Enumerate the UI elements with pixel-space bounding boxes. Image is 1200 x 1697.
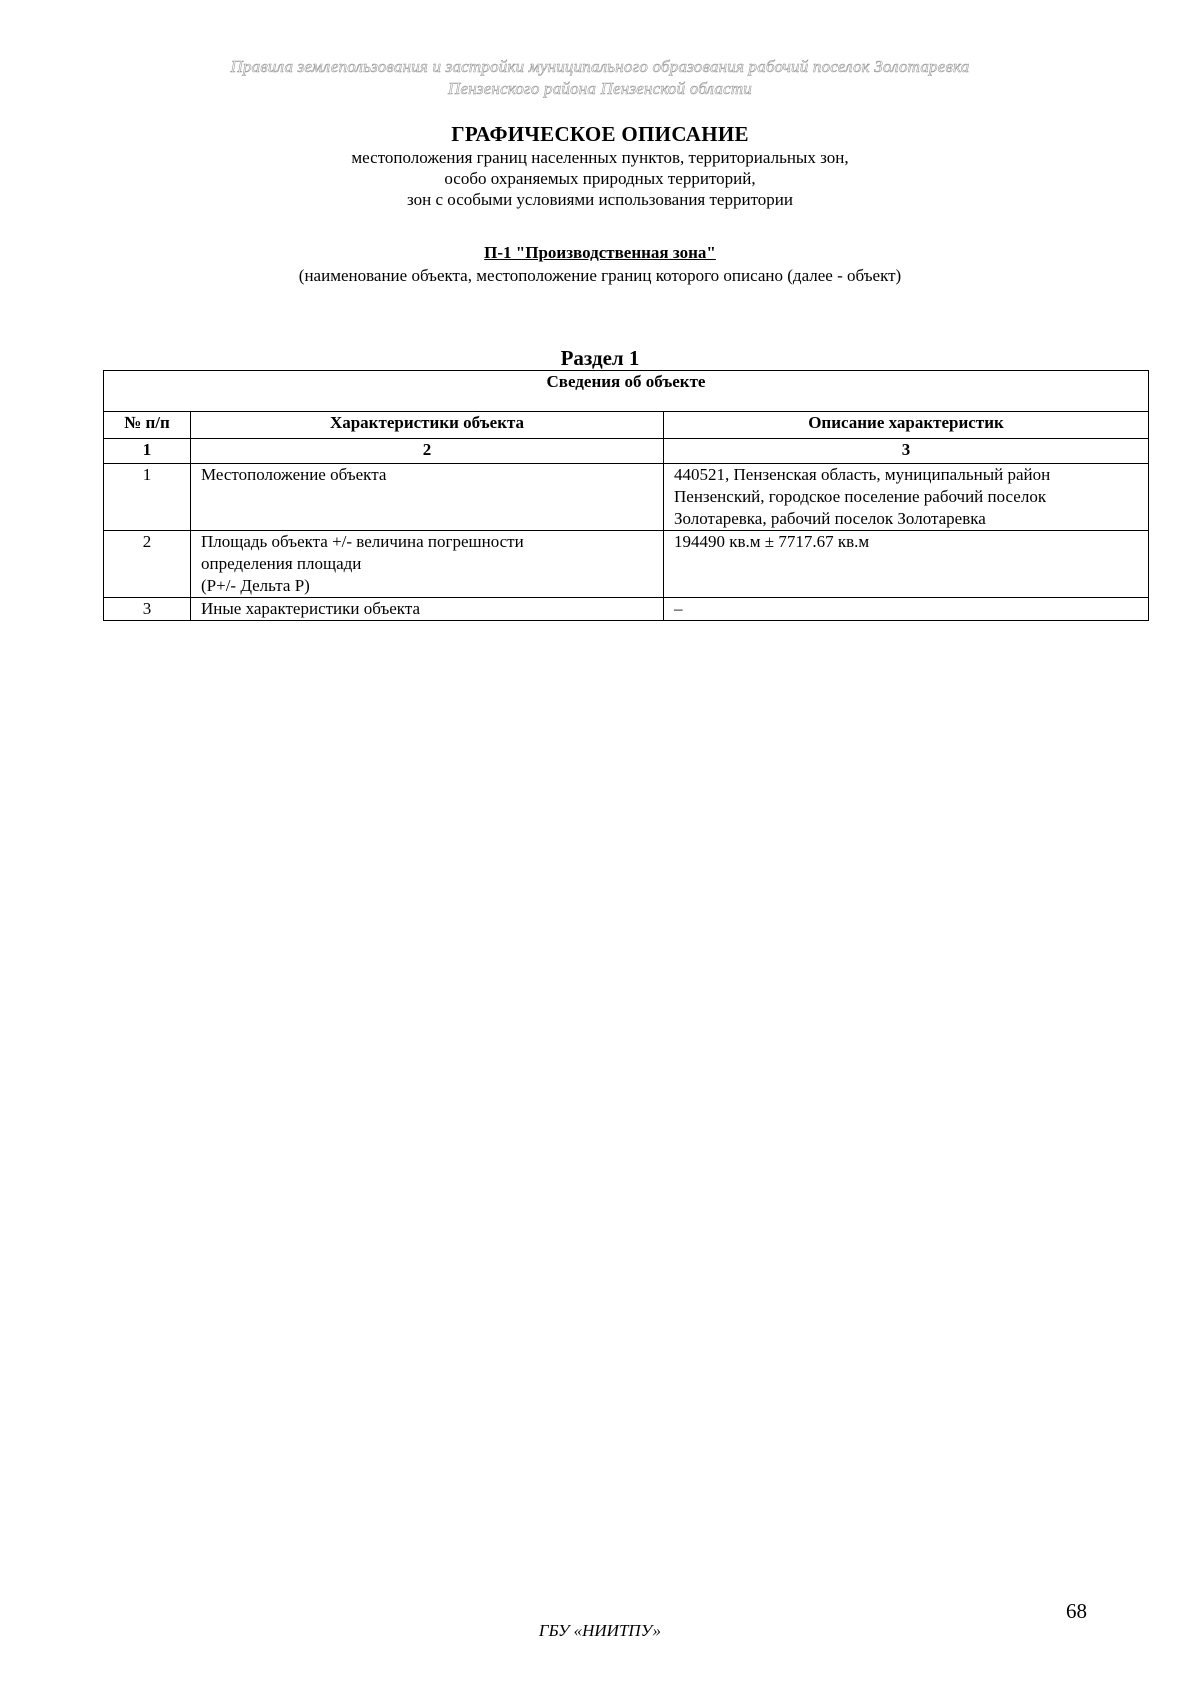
object-info-table — [103, 370, 1149, 621]
column-number-1: 1 — [104, 439, 191, 464]
table-caption: Сведения об объекте — [104, 371, 1149, 412]
row-number: 1 — [104, 464, 191, 531]
row-description — [664, 464, 1149, 531]
running-header-line-1: Правила землепользования и застройки муниципального образования рабочий поселок Золотаревка — [230, 57, 970, 76]
row-number: 2 — [104, 531, 191, 598]
table-row — [104, 464, 1149, 531]
table-header-row — [104, 412, 1149, 439]
document-subtitle-line-1: местоположения границ населенных пунктов, территориальных зон, — [351, 148, 849, 167]
row-number: 3 — [104, 598, 191, 621]
table-caption-row — [104, 371, 1149, 412]
row-characteristic-line: Иные характеристики объекта — [201, 599, 421, 618]
column-number-2: 2 — [191, 439, 664, 464]
object-name: П-1 "Производственная зона" — [484, 243, 716, 262]
row-description-line: 440521, Пензенская область, муниципальный район — [674, 465, 1051, 484]
document-subtitle-line-2: особо охраняемых природных территорий, — [444, 169, 756, 188]
column-number-3: 3 — [664, 439, 1149, 464]
row-description-line: Золотаревка, рабочий поселок Золотаревка — [674, 509, 986, 528]
running-header — [0, 56, 1200, 100]
row-description — [664, 598, 1149, 621]
row-characteristic — [191, 464, 664, 531]
table-row — [104, 531, 1149, 598]
row-characteristic-line: (P+/- Дельта P) — [201, 576, 310, 595]
column-number-row — [104, 439, 1149, 464]
row-description-line: 194490 кв.м ± 7717.67 кв.м — [674, 532, 870, 551]
header-characteristic: Характеристики объекта — [191, 412, 664, 439]
row-description — [664, 531, 1149, 598]
row-characteristic-line: определения площади — [201, 554, 362, 573]
document-title: ГРАФИЧЕСКОЕ ОПИСАНИЕ — [451, 122, 749, 146]
header-description: Описание характеристик — [664, 412, 1149, 439]
object-name-line — [0, 242, 1200, 263]
object-caption: (наименование объекта, местоположение границ которого описано (далее - объект) — [298, 266, 902, 285]
row-characteristic-line: Площадь объекта +/- величина погрешности — [201, 532, 524, 551]
row-characteristic — [191, 531, 664, 598]
title-block — [0, 121, 1200, 210]
row-characteristic-line: Местоположение объекта — [201, 465, 387, 484]
running-header-line-2: Пензенского района Пензенской области — [448, 79, 752, 98]
section-title: Раздел 1 — [560, 346, 640, 370]
page-number: 68 — [1066, 1599, 1087, 1623]
header-number: № п/п — [104, 412, 191, 439]
document-subtitle-line-3: зон с особыми условиями использования территории — [407, 190, 793, 209]
table-row — [104, 598, 1149, 621]
row-description-line: Пензенский, городское поселение рабочий поселок — [674, 487, 1047, 506]
row-characteristic — [191, 598, 664, 621]
row-description-line: – — [674, 599, 683, 618]
footer-organization: ГБУ «НИИТПУ» — [538, 1621, 662, 1640]
